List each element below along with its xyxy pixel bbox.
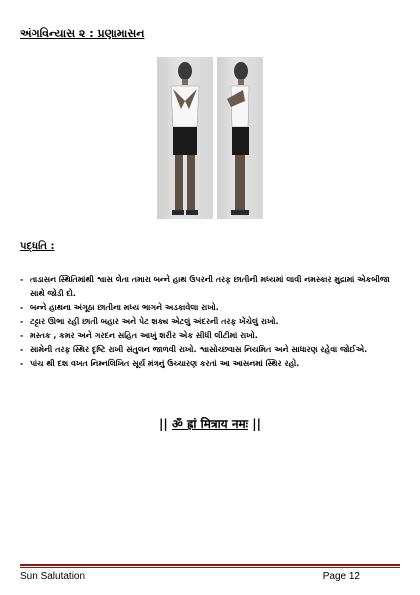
mantra-open: || [158, 417, 168, 431]
mantra-text: ॐ ह्रां मित्राय नमः [171, 417, 249, 431]
pose-photo-side [217, 57, 263, 219]
footer-rule [20, 564, 400, 566]
list-item: - બન્ને હાથના અંગૂઠા છાતીના મધ્ય ભાગને અડકાવેલા રાખો. [20, 303, 219, 312]
pose-photos [157, 57, 263, 219]
list-item: - ટટ્ટાર ઊભા રહી છાતી બહાર અને પેટ શક્ય એટલું અંદરની તરફ ખેંચેલું રાખો. [20, 317, 279, 326]
footer-rule-thin [20, 567, 400, 568]
mantra [0, 415, 420, 432]
pose-photo-front [157, 57, 213, 219]
list-item: - મસ્તક , કમર અને ગરદન સહિત આખું શરીર એક સીધી લીટીમાં રાખો. [20, 331, 258, 340]
list-item: - તાડાસન સ્થિતિમાંથી શ્વાસ લેતા તમારા બન્ને હાથ ઉપરની તરફ છાતીની મધ્યમાં લાવી નમસ્કાર મુદ્રામાં એકબીજા સાથે જોડી દો. [20, 275, 390, 298]
footer-title: Sun Salutation [20, 571, 86, 582]
list-item: - પાંચ થી દશ વખત નિમ્નલિખિત સૂર્ય મંત્રનું ઉચ્ચારણ કરતાં આ આસનમાં સ્થિર રહો. [20, 359, 300, 368]
mantra-close: || [252, 417, 262, 431]
steps-list [20, 273, 400, 371]
page-number: Page 12 [322, 571, 360, 582]
list-item: - સામેની તરફ સ્થિર દૃષ્ટિ રાખી સંતુલન જાળવી રાખો. શ્વાસોચ્છવાસ નિયમિત અને સાધારણ રહેવા જોઈએ. [20, 345, 368, 354]
section-title-method: પદ્ધતિ : [20, 241, 55, 252]
page-heading: અંગવિન્યાસ ૨ : પ્રણામાસન [20, 27, 145, 40]
